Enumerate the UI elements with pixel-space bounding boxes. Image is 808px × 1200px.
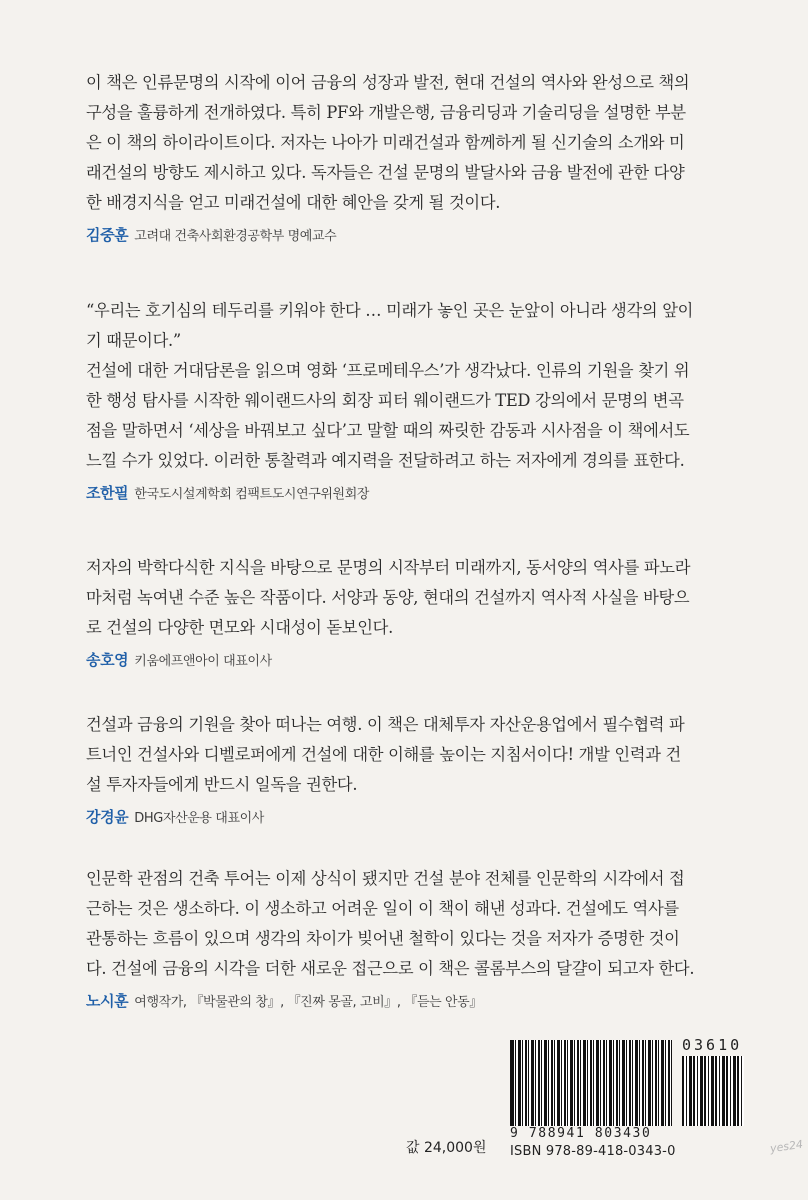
watermark: yes24 bbox=[769, 1137, 804, 1156]
review-1-text bbox=[86, 68, 726, 218]
text-line: 한 배경지식을 얻고 미래건설에 대한 혜안을 갖게 될 것이다. bbox=[86, 193, 501, 212]
text-line: 건설에 대한 거대담론을 읽으며 영화 ‘프로메테우스’가 생각났다. 인류의 기원을 찾기 위 bbox=[86, 361, 690, 380]
text-line: 설 투자자들에게 반드시 일독을 권한다. bbox=[86, 775, 358, 794]
barcode-bars bbox=[510, 1040, 672, 1126]
reviewer-name: 조한필 bbox=[86, 484, 129, 502]
review-5-signature bbox=[86, 990, 726, 1014]
reviewer-title: 여행작가, 『박물관의 창』, 『진짜 몽골, 고비』, 『듣는 안동』 bbox=[134, 995, 482, 1010]
text-line: 건설과 금융의 기원을 찾아 떠나는 여행. 이 책은 대체투자 자산운용업에서 필수협력 파 bbox=[86, 715, 685, 734]
text-line: 은 이 책의 하이라이트이다. 저자는 나아가 미래건설과 함께하게 될 신기술의 소개와 미 bbox=[86, 133, 685, 152]
text-line: 기 때문이다.” bbox=[86, 331, 181, 350]
text-line: 점을 말하면서 ‘세상을 바꿔보고 싶다’고 말할 때의 짜릿한 감동과 시사점을 이 책에서도 bbox=[86, 421, 690, 440]
text-line: 래건설의 방향도 제시하고 있다. 독자들은 건설 문명의 발달사와 금융 발전에 관한 다양 bbox=[86, 163, 685, 182]
review-3-signature bbox=[86, 649, 726, 673]
reviewer-title: DHG자산운용 대표이사 bbox=[134, 811, 264, 826]
text-line: 인문학 관점의 건축 투어는 이제 상식이 됐지만 건설 분야 전체를 인문학의 시각에서 접 bbox=[86, 869, 685, 888]
reviewer-name: 노시훈 bbox=[86, 992, 129, 1010]
text-line: 구성을 훌륭하게 전개하였다. 특히 PF와 개발은행, 금융리딩과 기술리딩을 설명한 부분 bbox=[86, 103, 686, 122]
text-line: 다. 건설에 금융의 시각을 더한 새로운 접근으로 이 책은 콜롬부스의 달걀이 되고자 한다. bbox=[86, 959, 695, 978]
text-line: 느낄 수가 있었다. 이러한 통찰력과 예지력을 전달하려고 하는 저자에게 경의를 표한다. bbox=[86, 451, 685, 470]
reviewer-name: 김중훈 bbox=[86, 226, 129, 244]
barcode-addon-bars bbox=[682, 1056, 744, 1126]
text-line: 저자의 박학다식한 지식을 바탕으로 문명의 시작부터 미래까지, 동서양의 역사를 파노라 bbox=[86, 558, 691, 577]
text-line: 트너인 건설사와 디벨로퍼에게 건설에 대한 이해를 높이는 지침서이다! 개발 인력과 건 bbox=[86, 745, 681, 764]
review-2-signature bbox=[86, 482, 726, 506]
barcode-addon-number: 03610 bbox=[682, 1036, 743, 1054]
review-5 bbox=[86, 864, 726, 1014]
review-4-text bbox=[86, 710, 726, 800]
review-4-signature bbox=[86, 806, 726, 830]
review-1 bbox=[86, 68, 726, 248]
text-line: 근하는 것은 생소하다. 이 생소하고 어려운 일이 이 책이 해낸 성과다. 건설에도 역사를 bbox=[86, 899, 679, 918]
text-line: 이 책은 인류문명의 시작에 이어 금융의 성장과 발전, 현대 건설의 역사와 완성으로 책의 bbox=[86, 73, 690, 92]
reviewer-name: 강경윤 bbox=[86, 808, 129, 826]
reviewer-title: 한국도시설계학회 컴팩트도시연구위원회장 bbox=[134, 487, 370, 502]
reviewer-title: 고려대 건축사회환경공학부 명예교수 bbox=[134, 229, 337, 244]
review-3 bbox=[86, 553, 726, 673]
reviewer-title: 키움에프앤아이 대표이사 bbox=[134, 654, 272, 669]
review-3-text bbox=[86, 553, 726, 643]
isbn-label: ISBN 978-89-418-0343-0 bbox=[510, 1144, 676, 1159]
text-line: “우리는 호기심의 테두리를 키워야 한다 … 미래가 놓인 곳은 눈앞이 아니라 생각의 앞이 bbox=[86, 301, 694, 320]
text-line: 로 건설의 다양한 면모와 시대성이 돋보인다. bbox=[86, 618, 393, 637]
barcode bbox=[510, 1012, 760, 1162]
barcode-number: 9 788941 803430 bbox=[510, 1126, 652, 1141]
text-line: 관통하는 흐름이 있으며 생각의 차이가 빚어낸 철학이 있다는 것을 저자가 증명한 것이 bbox=[86, 929, 680, 948]
text-line: 한 행성 탐사를 시작한 웨이랜드사의 회장 피터 웨이랜드가 TED 강의에서 문명의 변곡 bbox=[86, 391, 684, 410]
review-5-text bbox=[86, 864, 726, 984]
review-4 bbox=[86, 710, 726, 830]
text-line: 마처럼 녹여낸 수준 높은 작품이다. 서양과 동양, 현대의 건설까지 역사적 사실을 바탕으 bbox=[86, 588, 690, 607]
reviewer-name: 송호영 bbox=[86, 651, 129, 669]
price-label: 값 24,000원 bbox=[406, 1140, 487, 1156]
review-1-signature bbox=[86, 224, 726, 248]
review-2 bbox=[86, 296, 726, 506]
review-2-text bbox=[86, 296, 726, 476]
